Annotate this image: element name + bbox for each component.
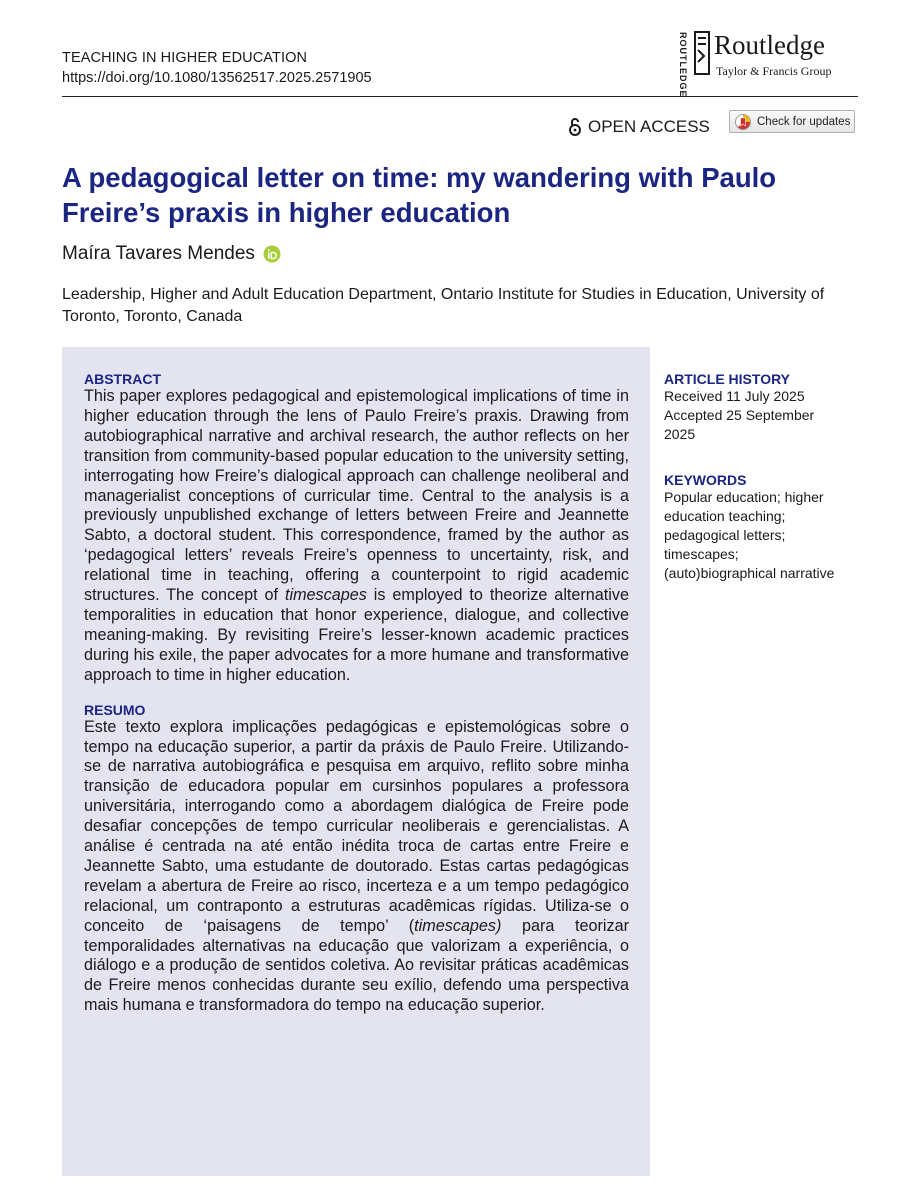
journal-name: TEACHING IN HIGHER EDUCATION [62, 50, 308, 66]
article-title-line-1: A pedagogical letter on time: my wandering with Paulo [62, 162, 777, 193]
article-title [62, 160, 852, 230]
affiliation-line-2: Toronto, Toronto, Canada [62, 308, 243, 325]
abstract-text [84, 387, 629, 686]
routledge-logo-icon [694, 30, 710, 76]
open-access-label: OPEN ACCESS [588, 117, 710, 136]
author-line [62, 243, 281, 265]
article-sidebar [664, 371, 864, 583]
keyword-line: (auto)biographical narrative [664, 565, 835, 581]
article-history-heading: ARTICLE HISTORY [664, 371, 791, 387]
accepted-date-line-2: 2025 [664, 426, 696, 442]
keyword-line: timescapes; [664, 546, 739, 562]
abstract-text-part-1: This paper explores pedagogical and epistemological implications of time in higher education through the lens of Paulo Freire’s praxis. Drawing from autobiographical narrative and archival research, the author reflects on her transition from community-based popular education to the university setting, interrogating how Freire’s dialogical approach can challenge neoliberal and managerialist conceptions of curricular time. Central to the analysis is a previously unpublished exchange of letters between Freire and Jeannette Sabto, a doctoral student. This correspondence, framed by the author as ‘pedagogical letters’ reveals Freire’s openness to uncertainty, risk, and relational time in teaching, offering a counterpoint to rigid academic structures. The concept of [84, 387, 629, 605]
abstract-content [84, 371, 629, 1016]
check-updates-label: Check for updates [757, 115, 851, 128]
author-name[interactable]: Maíra Tavares Mendes [62, 243, 255, 264]
resumo-heading: RESUMO [84, 701, 146, 718]
resumo-text-part-2: para teorizar temporalidades alternativas na educação que valorizam a experiência, o diálogo e a produção de sentidos coletiva. Ao revisitar práticas acadêmicas de Freire menos conhecidas durante seu exílio, defendo uma perspectiva mais humana e transformadora do tempo na educação superior. [84, 916, 630, 1015]
article-title-line-2: Freire’s praxis in higher education [62, 197, 511, 228]
resumo-text [84, 718, 629, 1017]
crossmark-icon [735, 114, 751, 130]
orcid-icon[interactable] [263, 245, 281, 263]
header-divider [62, 96, 858, 97]
keyword-line: education teaching; [664, 508, 786, 524]
resumo-text-part-1: Este texto explora implicações pedagógicas e epistemológicas sobre o tempo na educação superior, a partir da práxis de Paulo Freire. Utilizando-se de narrativa autobiográfica e pesquisa em arquivo, reflito sobre minha transição de educadora popular em cursinhos populares a professora universitária, interrogando como a abordagem dialógica de Freire pode desafiar concepções de tempo curricular neoliberais e gerencialistas. A análise é centrada na até então inédita troca de cartas entre Freire e Jeannette Sabto, uma estudante de doutorado. Estas cartas pedagógicas revelam a abertura de Freire ao risco, incerteza e a um tempo pedagógico relacional, um contraponto a estruturas acadêmicas rígidas. Utiliza-se o conceito de ‘paisagens de tempo’ ( [84, 717, 629, 935]
abstract-heading: ABSTRACT [84, 371, 161, 387]
open-access-badge [568, 116, 710, 138]
affiliation-line-1: Leadership, Higher and Adult Education Department, Ontario Institute for Studies in Education, University of [62, 286, 825, 303]
author-affiliation [62, 284, 862, 328]
resumo-italic-term: timescapes) [414, 916, 502, 935]
keyword-line: pedagogical letters; [664, 527, 786, 543]
sidebar-spacer [664, 444, 864, 472]
accepted-date-line-1: Accepted 25 September [664, 407, 815, 423]
abstract-panel [62, 347, 650, 1176]
keywords-heading: KEYWORDS [664, 472, 747, 488]
publisher-vertical-brand: ROUTLEDGE [678, 32, 688, 98]
received-date: Received 11 July 2025 [664, 388, 805, 404]
check-for-updates-button[interactable] [729, 110, 855, 133]
open-lock-icon [568, 117, 582, 137]
abstract-text-part-2: is employed to theorize alternative temporalities in education that honor experience, dialogue, and collective meaning-making. By revisiting Freire’s lesser-known academic practices during his exile, the paper advocates for a more humane and transformative approach to time in higher education. [84, 586, 629, 684]
abstract-italic-term: timescapes [284, 586, 367, 605]
publisher-name: Routledge [714, 30, 825, 60]
doi-link[interactable]: https://doi.org/10.1080/13562517.2025.2571905 [62, 70, 372, 86]
keyword-line: Popular education; higher [664, 489, 824, 505]
publisher-group: Taylor & Francis Group [716, 64, 832, 78]
